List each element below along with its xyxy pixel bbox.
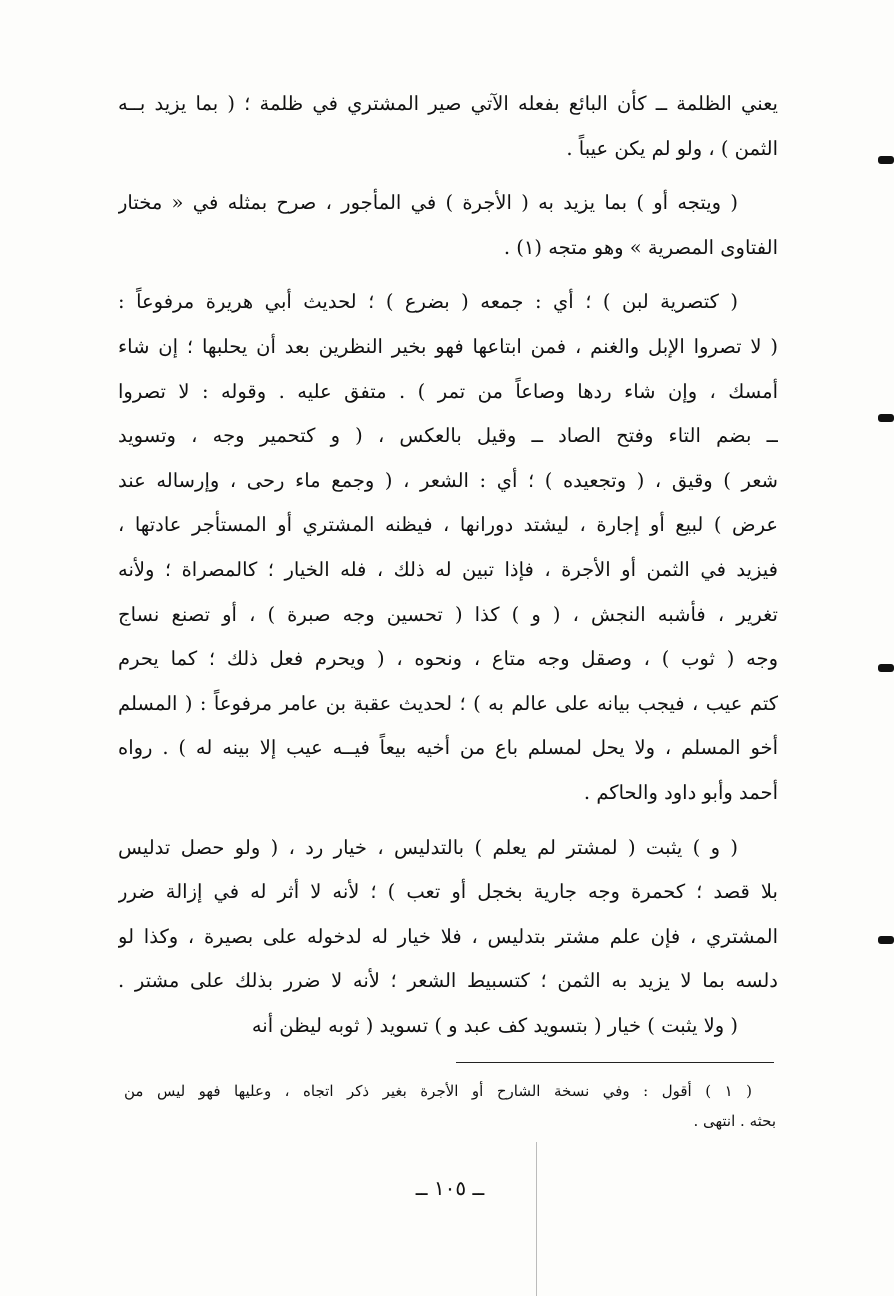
gutter-mark <box>878 156 894 164</box>
page-number: ــ ١٠٥ ــ <box>415 1176 485 1200</box>
text-line: وجه ( ثوب ) ، وصقل وجه متاع ، ونحوه ، ( ويحرم فعل ذلك ؛ كما يحرم <box>118 647 778 671</box>
text-line: أخو المسلم ، ولا يحل لمسلم باع من أخيه بيعاً فيــه عيب إلا بينه له ) . رواه <box>118 736 778 760</box>
text-line: ( ولا يثبت ) خيار ( بتسويد كف عبد و ) تسويد ( ثوبه ليظن أنه <box>251 1013 738 1037</box>
footnotes <box>124 1076 776 1136</box>
scan-artifact-line <box>536 1142 537 1296</box>
text-line: يعني الظلمة ــ كأن البائع بفعله الآتي صير المشتري في ظلمة ؛ ( بما يزيد بــه <box>118 92 778 115</box>
text-line: ( و ) يثبت ( لمشتر لم يعلم ) بالتدليس ، خيار رد ، ( ولو حصل تدليس <box>118 835 738 859</box>
gutter-mark <box>878 414 894 422</box>
text-line: دلسه بما لا يزيد به الثمن ؛ كتسبيط الشعر ؛ لأنه لا ضرر بذلك على مشتر . <box>118 969 778 993</box>
text-line: فيزيد في الثمن أو الأجرة ، فإذا تبين له ذلك ، فله الخيار ؛ كالمصراة ؛ ولأنه <box>118 557 778 581</box>
gutter-mark <box>878 936 894 944</box>
text-line: الفتاوى المصرية » وهو متجه (١) . <box>503 235 778 259</box>
main-text <box>118 82 778 1048</box>
gutter-mark <box>878 664 894 672</box>
text-line: ( لا تصروا الإبل والغنم ، فمن ابتاعها فهو بخير النظرين بعد أن يحلبها ؛ إن شاء <box>118 334 778 358</box>
footnote-divider <box>456 1062 774 1063</box>
footnote-line: ( ١ ) أقول : وفي نسخة الشارح أو الأجرة بغير ذكر اتجاه ، وعليها فهو ليس من <box>124 1082 752 1100</box>
footnote-line: بحثه . انتهى . <box>693 1112 776 1130</box>
text-line: أحمد وأبو داود والحاكم . <box>583 780 778 804</box>
text-line: كتم عيب ، فيجب بيانه على عالم به ) ؛ لحديث عقبة بن عامر مرفوعاً : ( المسلم <box>118 691 778 715</box>
text-line: تغرير ، فأشبه النجش ، ( و ) كذا ( تحسين وجه صبرة ) ، أو تصنع نساج <box>118 602 778 626</box>
text-line: ــ بضم التاء وفتح الصاد ــ وقيل بالعكس ، ( و كتحمير وجه ، وتسويد <box>118 424 778 448</box>
text-line: عرض ) لبيع أو إجارة ، ليشتد دورانها ، فيظنه المشتري أو المستأجر عادتها ، <box>118 513 778 537</box>
text-line: ( ويتجه أو ) بما يزيد به ( الأجرة ) في المأجور ، صرح بمثله في « مختار <box>118 191 738 215</box>
text-line: ( كتصرية لبن ) ؛ أي : جمعه ( بضرع ) ؛ لحديث أبي هريرة مرفوعاً : <box>118 290 738 314</box>
text-line: المشتري ، فإن علم مشتر بتدليس ، فلا خيار له لدخوله على بصيرة ، وكذا لو <box>118 924 778 948</box>
text-line: شعر ) وقيق ، ( وتجعيده ) ؛ أي : الشعر ، ( وجمع ماء رحى ، وإرساله عند <box>118 468 778 492</box>
text-line: الثمن ) ، ولو لم يكن عيباً . <box>566 136 778 160</box>
text-line: أمسك ، وإن شاء ردها وصاعاً من تمر ) . متفق عليه . وقوله : لا تصروا <box>118 379 778 403</box>
text-line: بلا قصد ؛ كحمرة وجه جارية بخجل أو تعب ) ؛ لأنه لا أثر له في إزالة ضرر <box>118 880 778 904</box>
